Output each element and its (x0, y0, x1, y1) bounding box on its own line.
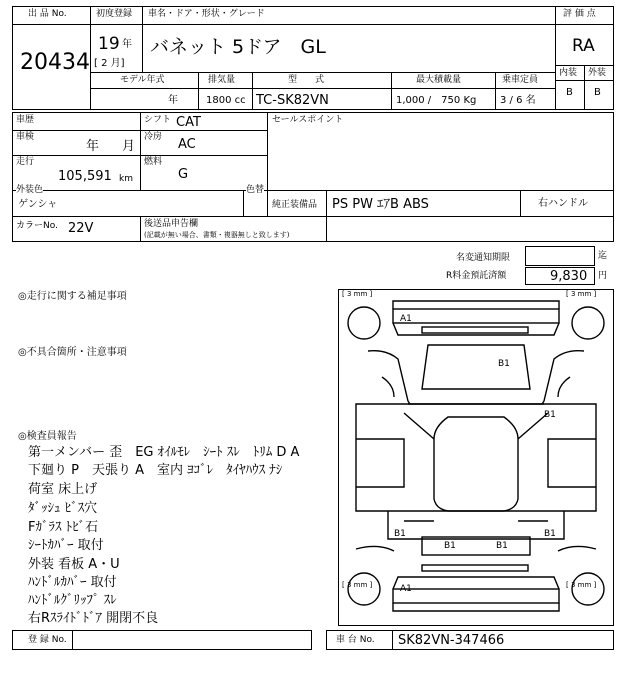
sales-points-label: セールスポイント (272, 115, 344, 125)
note-line: 下廻り P 天張り A 室内 ﾖｺﾞﾚ ﾀｲﾔﾊｳｽ ﾅｼ (28, 463, 283, 478)
damage-mark: B1 (544, 529, 556, 539)
note-line: ﾊﾝﾄﾞﾙｸﾞﾘｯﾌﾟ ｽﾚ (28, 593, 117, 608)
history-label: 車歴 (16, 115, 35, 125)
name-change-unit: 迄 (598, 251, 608, 261)
exterior-grade: B (594, 87, 601, 98)
model-value: TC-SK82VN (256, 93, 329, 108)
exterior-label: 外装 (588, 68, 607, 78)
rating-value: RA (572, 36, 595, 56)
docs-note: (記載が無い場合、書類・複器無しと致します) (144, 231, 290, 239)
note-line: ｼｰﾄｶﾊﾞｰ 取付 (28, 538, 104, 553)
name-change-label: 名変通知期限 (456, 253, 511, 263)
mileage-unit: km (119, 174, 133, 184)
repaint-label: 色替 (246, 185, 265, 195)
inspection-label: 車検 (16, 132, 35, 142)
recycle-amount: 9,830 (550, 269, 588, 284)
recycle-unit: 円 (598, 271, 608, 281)
chassis-no: SK82VN-347466 (398, 633, 505, 648)
tire-depth-tr: [ 3 mm ] (566, 290, 597, 298)
reg-no-label: 登 録 No. (28, 635, 67, 645)
first-reg-label: 初度登録 (96, 9, 133, 19)
interior-grade: B (566, 87, 573, 98)
fuel-label: 燃料 (144, 157, 163, 167)
steering-value: 右ハンドル (538, 198, 588, 209)
ac-value: AC (178, 137, 196, 152)
note-line: 右Rｽﾗｲﾄﾞﾄﾞｱ 開閉不良 (28, 611, 159, 626)
note-line: ﾀﾞｯｼｭ ﾋﾞｽ穴 (28, 501, 98, 516)
model-year-unit: 年 (168, 95, 178, 106)
note-line: ﾊﾝﾄﾞﾙｶﾊﾞｰ 取付 (28, 575, 117, 590)
displacement-value: 1800 cc (206, 95, 246, 106)
tire-depth-br: [ 3 mm ] (566, 581, 597, 589)
max-load-label: 最大積載量 (416, 75, 462, 85)
note-line: Fｶﾞﾗｽ ﾄﾋﾞ石 (28, 520, 99, 535)
capacity-value: 3 / 6 名 (500, 95, 536, 106)
inspection-year: 年 (86, 139, 100, 154)
recycle-label: R料金預託済額 (446, 271, 507, 281)
tire-depth-bl: [ 3 mm ] (342, 581, 373, 589)
note-line: 外装 看板 A・U (28, 557, 120, 572)
lot-no-label: 出 品 No. (28, 9, 67, 19)
rating-label: 評 価 点 (563, 9, 596, 19)
reg-year-unit: 年 (122, 39, 132, 50)
docs-label: 後送品申告欄 (144, 219, 199, 229)
displacement-label: 排気量 (208, 75, 236, 85)
capacity-label: 乗車定員 (502, 75, 539, 85)
mileage-value: 105,591 (58, 169, 112, 184)
note-line: 第一メンバー 歪 EG ｵｲﾙﾓﾚ ｼｰﾄ ｽﾚ ﾄﾘﾑ D A (28, 445, 300, 460)
damage-mark: A1 (400, 314, 412, 324)
color-no-value: 22V (68, 221, 94, 236)
damage-mark: B1 (544, 410, 556, 420)
supplement-label: ◎走行に関する補足事項 (18, 291, 127, 302)
name-change-box (525, 246, 595, 266)
damage-mark: B1 (394, 529, 406, 539)
interior-label: 内装 (559, 68, 578, 78)
fuel-value: G (178, 167, 189, 182)
note-line: 荷室 床上げ (28, 482, 98, 497)
model-label: 型 式 (288, 75, 325, 85)
damage-mark: B1 (496, 541, 508, 551)
car-name: バネット 5ドア GL (150, 36, 326, 58)
shift-value: CAT (176, 115, 201, 130)
ext-color-label: 外装色 (16, 185, 44, 195)
lot-no: 20434 (20, 50, 90, 75)
chassis-label: 車 台 No. (336, 635, 375, 645)
defects-label: ◎不具合箇所・注意事項 (18, 347, 127, 358)
reg-year: 19 (98, 34, 120, 54)
shift-label: シフト (144, 115, 172, 125)
color-no-label: カラーNo. (16, 221, 58, 231)
damage-mark: B1 (444, 541, 456, 551)
reg-month: [ 2 月] (94, 58, 125, 69)
damage-mark: A1 (400, 584, 412, 594)
inspection-month: 月 (122, 139, 136, 154)
mileage-label: 走行 (16, 157, 35, 167)
ac-label: 冷房 (144, 132, 163, 142)
ext-color-value: ゲンシャ (18, 199, 58, 210)
inspector-label: ◎検査員報告 (18, 431, 77, 442)
tire-depth-tl: [ 3 mm ] (342, 290, 373, 298)
max-load-value: 1,000 / 750 Kg (396, 95, 477, 106)
car-outline-drawing (338, 289, 614, 626)
car-info-label: 車名・ドア・形状・グレード (148, 9, 265, 19)
equipment-label: 純正装備品 (272, 200, 318, 210)
equipment-value: PS PW ｴｱB ABS (332, 197, 429, 212)
model-year-label: モデル年式 (120, 75, 165, 85)
damage-mark: B1 (498, 359, 510, 369)
